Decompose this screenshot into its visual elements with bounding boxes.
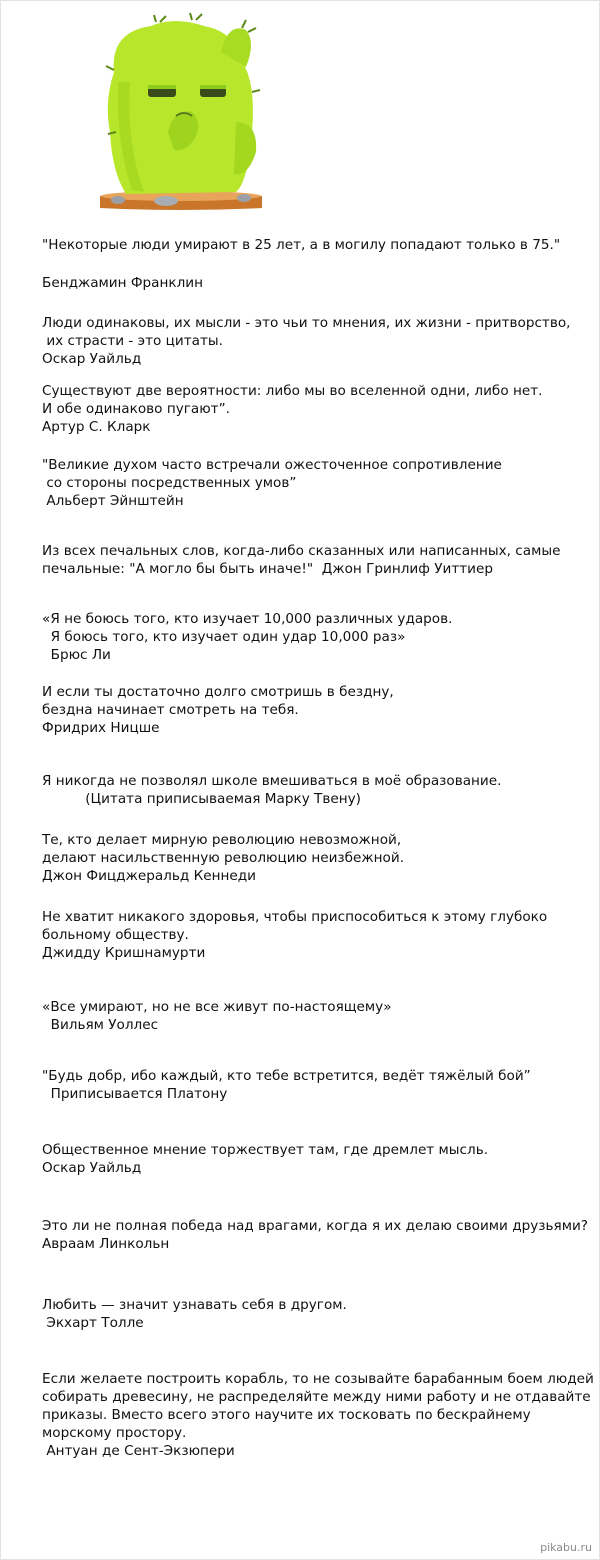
watermark: pikabu.ru [540,1541,592,1554]
quote-text: Существуют две вероятности: либо мы во вселенной одни, либо нет. И обе одинаково пугают”. Артур С. Кларк [42,383,543,435]
cactus-mascot-image [96,12,266,217]
quote-text: «Все умирают, но не все живут по-настоящему» Вильям Уоллес [42,999,392,1033]
quote-text: Это ли не полная победа над врагами, когда я их делаю своими друзьями? Авраам Линкольн [42,1218,588,1252]
quote-text: И если ты достаточно долго смотришь в бездну, бездна начинает смотреть на тебя. Фридрих Ницше [42,684,394,736]
quote-text: Я никогда не позволял школе вмешиваться в моё образование. (Цитата приписываемая Марку Твену) [42,773,502,807]
quote-text: Не хватит никакого здоровья, чтобы приспособиться к этому глубоко больному обществу. Джидду Кришнамурти [42,909,548,961]
quote-text: Бенджамин Франклин [42,275,204,291]
quote-text: Общественное мнение торжествует там, где дремлет мысль. Оскар Уайльд [42,1142,489,1176]
quote-text: Из всех печальных слов, когда-либо сказанных или написанных, самые печальные: "А могло бы быть иначе!" Джон Гринлиф Уиттиер [42,543,561,577]
quote-text: Любить — значит узнавать себя в другом. Экхарт Толле [42,1297,347,1331]
quote-text: Если желаете построить корабль, то не созывайте барабанным боем людей собирать древесину, не распределяйте между ними работу и не отдавайте приказы. Вместо всего этого научите их тосковать по бескрайнему морскому простору. Антуан де Сент-Экзюпери [42,1371,594,1459]
quote-text: "Будь добр, ибо каждый, кто тебе встретится, ведёт тяжёлый бой” Приписывается Платону [42,1068,531,1102]
quote-text: Те, кто делает мирную революцию невозможной, делают насильственную революцию неизбежной. Джон Фицджеральд Кеннеди [42,832,405,884]
quote-text: «Я не боюсь того, кто изучает 10,000 различных ударов. Я боюсь того, кто изучает один удар 10,000 раз» Брюс Ли [42,611,453,663]
quote-text: "Великие духом часто встречали ожесточенное сопротивление со стороны посредственных умов” Альберт Эйнштейн [42,457,502,509]
quote-text: Люди одинаковы, их мысли - это чьи то мнения, их жизни - притворство, их страсти - это цитаты. Оскар Уайльд [42,315,571,367]
quote-text: "Некоторые люди умирают в 25 лет, а в могилу попадают только в 75." [42,237,561,253]
